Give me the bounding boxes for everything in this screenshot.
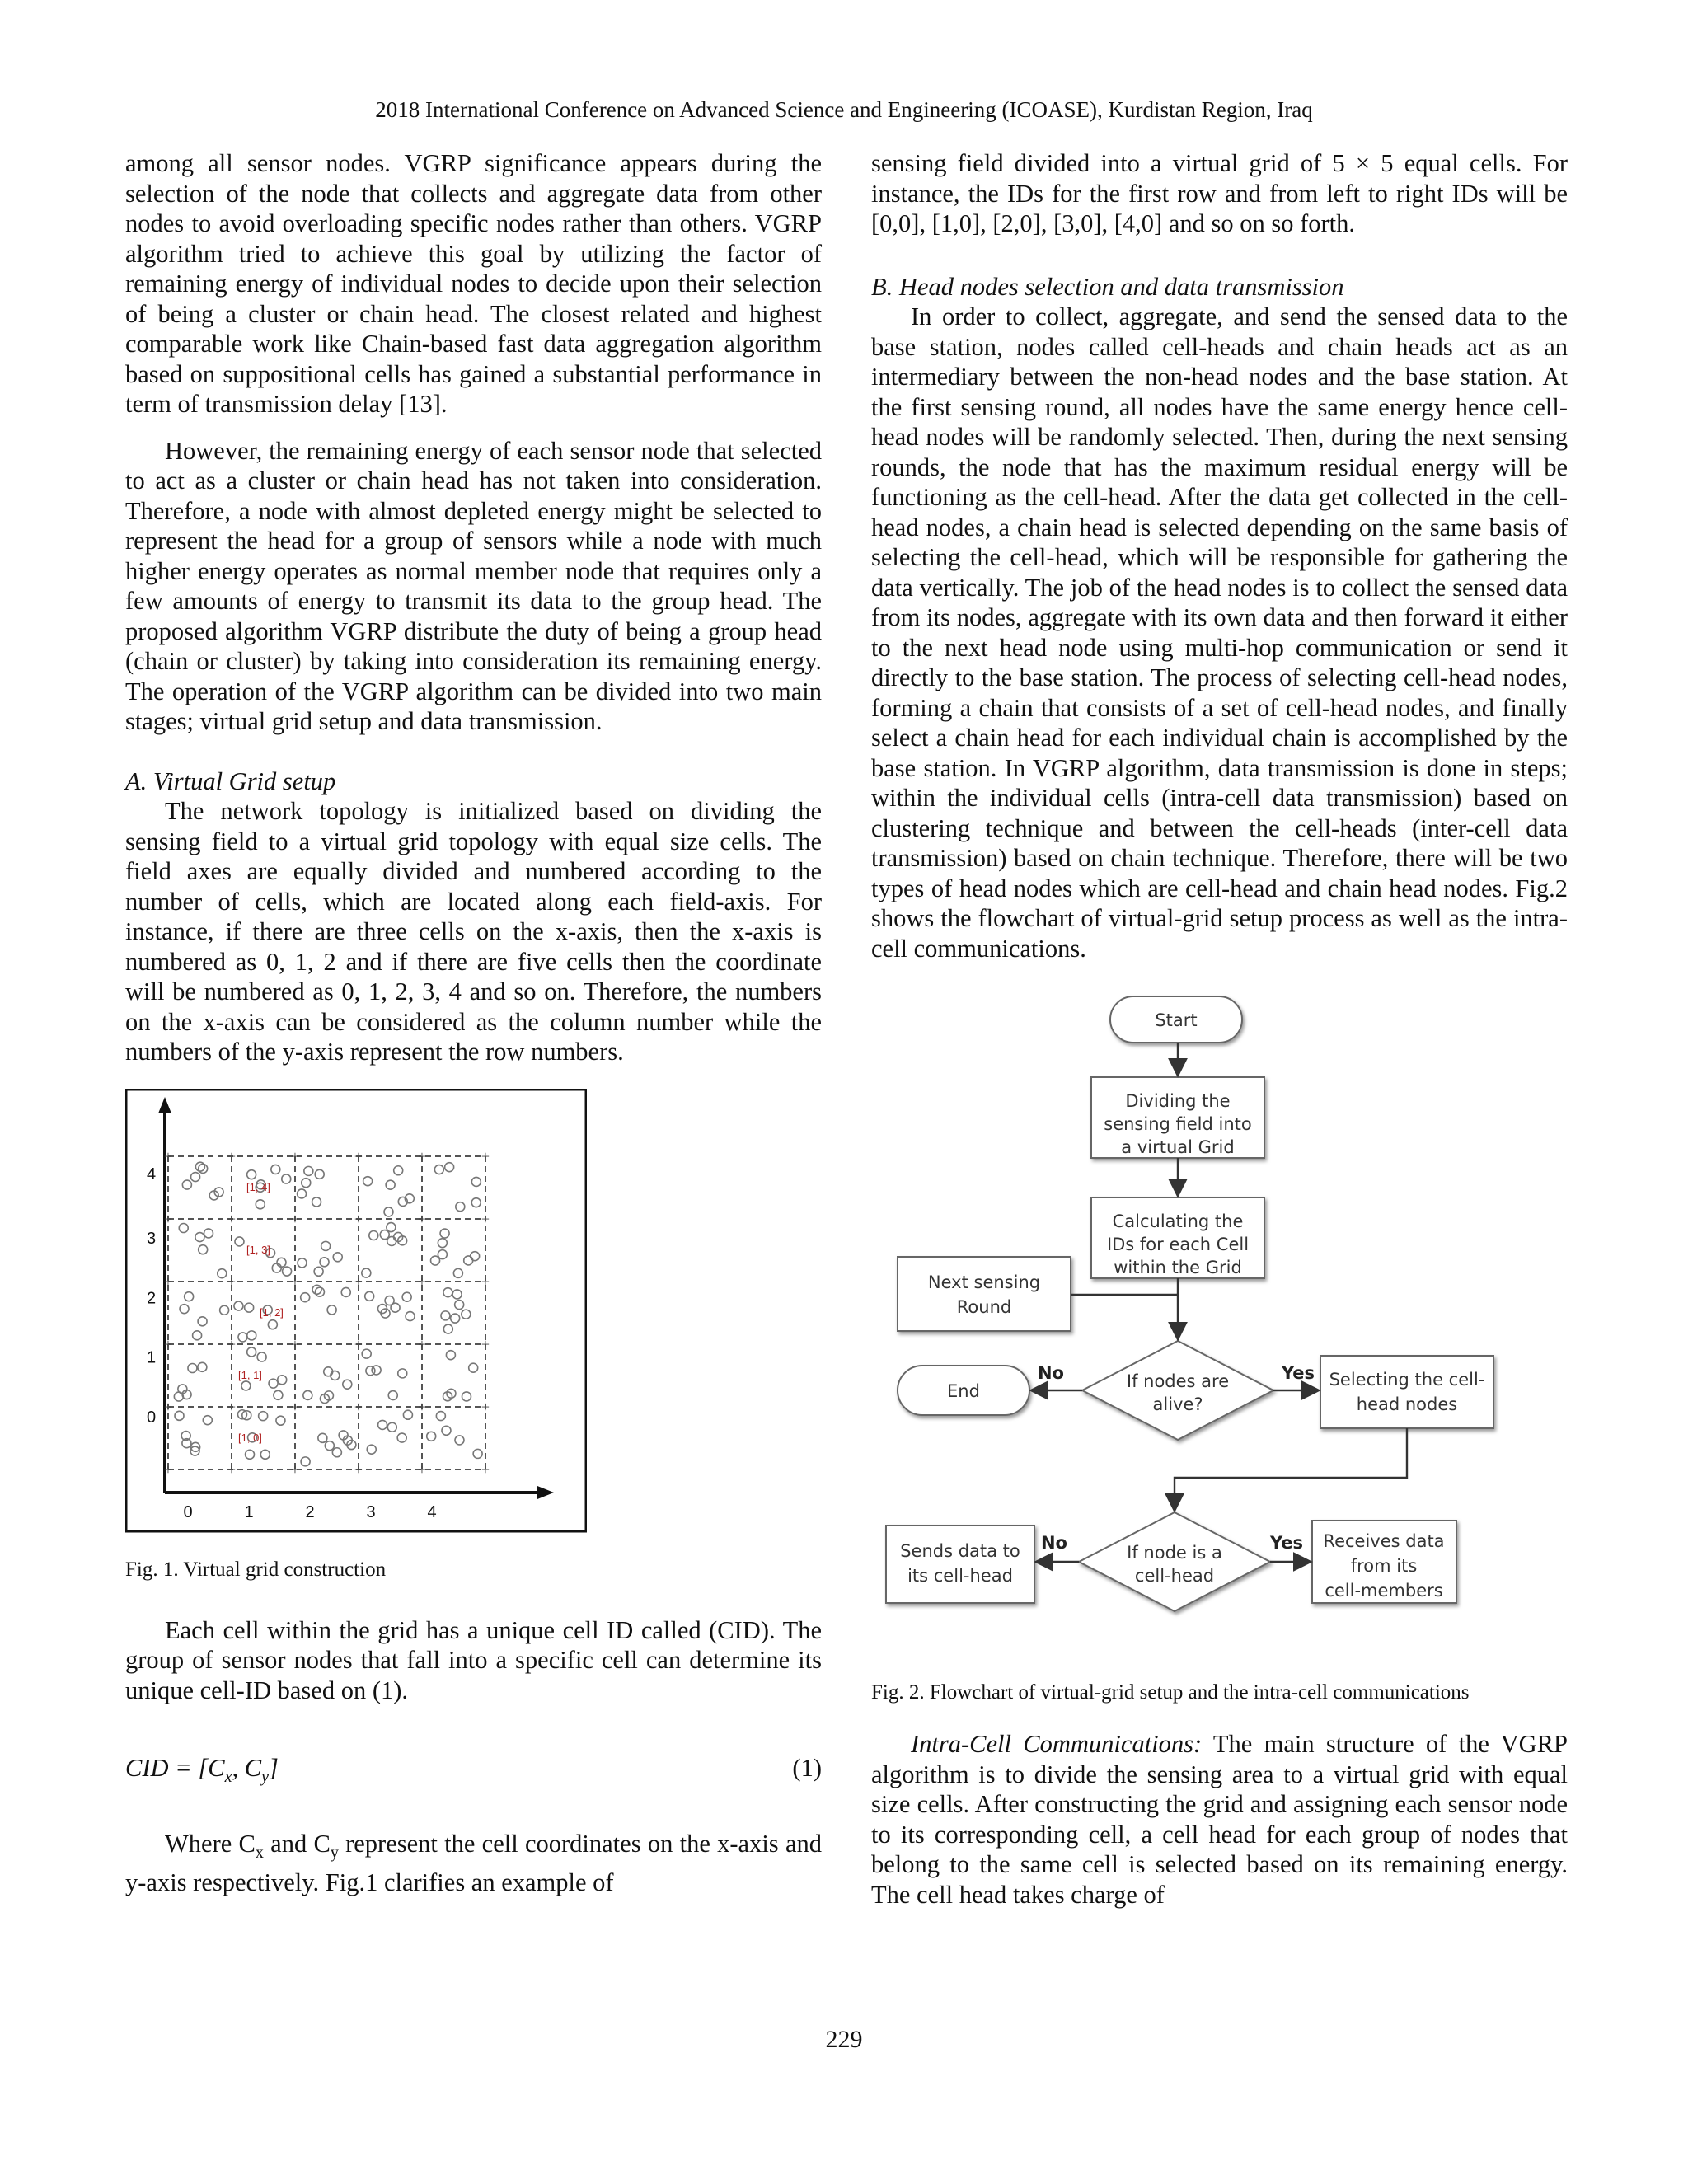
grid-intersection-marker: + <box>163 1147 173 1165</box>
virtual-grid-figure <box>125 1089 587 1534</box>
y-tick-label: 1 <box>147 1348 157 1367</box>
svg-text:Selecting the cell-: Selecting the cell- <box>1329 1370 1485 1390</box>
grid-intersection-marker: + <box>481 1210 490 1227</box>
grid-intersection-marker: + <box>481 1460 490 1478</box>
grid-intersection-marker: + <box>481 1272 490 1290</box>
svg-text:If nodes are: If nodes are <box>1126 1371 1230 1391</box>
grid-intersection-marker: + <box>417 1272 427 1290</box>
figure-1 <box>125 1089 822 1541</box>
grid-intersection-marker: + <box>163 1335 173 1352</box>
paragraph: among all sensor nodes. VGRP significance appears during the selection of the node that collects and aggregate data from other nodes to avoid overloading specific nodes rather than others. VGRP algorithm tried to achieve this goal by utilizing the factor of remaining energy of individual nodes to decide upon their selection of being a cluster or chain head. The closest related and highest comparable work like Chain-based fast data aggregation algorithm based on suppositional cells has gained a substantial performance in term of transmission delay [13]. <box>125 149 822 418</box>
paragraph: sensing field divided into a virtual grid of 5 × 5 equal cells. For instance, the IDs for the first row and from left to right IDs will be [0,0], [1,0], [2,0], [3,0], [4,0] and so on so forth. <box>871 149 1568 237</box>
svg-text:If node is a: If node is a <box>1127 1543 1222 1563</box>
grid-intersection-marker: + <box>227 1460 237 1478</box>
svg-text:Receives data: Receives data <box>1323 1531 1445 1551</box>
next-round-node <box>898 1257 1071 1331</box>
grid-intersection-marker: + <box>163 1210 173 1227</box>
x-tick-label: 0 <box>183 1502 193 1521</box>
grid-intersection-marker: + <box>290 1210 300 1227</box>
grid-intersection-marker: + <box>417 1398 427 1415</box>
grid-intersection-marker: + <box>354 1460 363 1478</box>
x-tick-label: 4 <box>427 1502 437 1521</box>
cell-id-label: [1, 3] <box>246 1243 270 1256</box>
svg-text:alive?: alive? <box>1152 1394 1203 1414</box>
paragraph: Intra-Cell Communications: The main structure of the VGRP algorithm is to divide the sensing area to a virtual grid with equal size cells. After constructing the grid and assigning each sensor node to its corresponding cell, a cell head for each group of nodes that belong to the same cell is selected based on its remaining energy. The cell head takes charge of <box>871 1730 1568 1909</box>
y-tick-label: 3 <box>147 1229 157 1248</box>
grid-intersection-marker: + <box>163 1272 173 1290</box>
grid-intersection-marker: + <box>290 1335 300 1352</box>
paragraph: However, the remaining energy of each sensor node that selected to act as a cluster or chain head has not taken into consideration. Therefore, a node with almost depleted energy might be selected to represent the head for a group of sensors while a node with much higher energy operates as normal member node that requires only a few amounts of energy to transmit its data to the group head. The proposed algorithm VGRP distribute the duty of being a group head (chain or cluster) by taking into consideration its remaining energy. The operation of the VGRP algorithm can be divided into two main stages; virtual grid setup and data transmission. <box>125 436 822 735</box>
svg-text:Next sensing: Next sensing <box>927 1272 1041 1292</box>
svg-text:Yes: Yes <box>1281 1363 1315 1383</box>
svg-text:cell-members: cell-members <box>1325 1581 1443 1601</box>
paragraph: The network topology is initialized based on dividing the sensing field to a virtual grid topology with equal size cells. The field axes are equally divided and numbered according to the number of cells, which are located along each field-axis. For instance, if there are three cells on the x-axis, then the x-axis is numbered as 0, 1, 2 and if there are five cells then the coordinate will be numbered as 0, 1, 2, 3, 4 and so on. Therefore, the numbers on the x-axis can be considered as the column number while the numbers of the y-axis represent the row numbers. <box>125 797 822 1066</box>
grid-intersection-marker: + <box>481 1147 490 1165</box>
section-heading-b: B. Head nodes selection and data transmission <box>871 272 1344 301</box>
grid-intersection-marker: + <box>354 1210 363 1227</box>
grid-intersection-marker: + <box>227 1335 237 1352</box>
grid-intersection-marker: + <box>290 1272 300 1290</box>
paragraph: Where $C_x$ and $C_y$ represent the cell coordinates on the x-axis and y-axis respectively. Fig.1 clarifies an example of <box>125 1829 822 1897</box>
grid-intersection-marker: + <box>481 1335 490 1352</box>
svg-text:Calculating the: Calculating the <box>1112 1212 1244 1231</box>
grid-intersection-marker: + <box>227 1147 237 1165</box>
svg-text:Yes: Yes <box>1269 1533 1304 1553</box>
figure-2 <box>871 993 1568 1660</box>
cell-id-label: [1, 4] <box>246 1180 270 1193</box>
grid-intersection-marker: + <box>354 1147 363 1165</box>
paragraph: In order to collect, aggregate, and send the sensed data to the base station, nodes called cell-heads and chain heads act as an intermediary between the non-head nodes and the base station. At the first sensing round, all nodes have the same energy hence cell-head nodes will be randomly selected. Then, during the next sensing rounds, the node that has the maximum residual energy will be functioning as the cell-head. After the data get collected in the cell-head nodes, a chain head is selected depending on the same basis of selecting the cell-head, which will be responsible for gathering the data vertically. The job of the head nodes is to collect the sensed data from its nodes, aggregate with its own data and then forward it either to the next head node using multi-hop communication or send it directly to the base station. The process of selecting cell-head nodes, forming a chain that consists of a set of cell-head nodes, and finally select a chain head for each individual chain is accomplished by the base station. In VGRP algorithm, data transmission is done in steps; within the individual cells (intra-cell data transmission) based on clustering technique and between the cell-heads (inter-cell data transmission) based on chain technique. Therefore, there will be two types of head nodes which are cell-head and chain head nodes. Fig.2 shows the flowchart of virtual-grid setup process as well as the intra-cell communications. <box>871 302 1568 963</box>
conference-header: 2018 International Conference on Advanced Science and Engineering (ICOASE), Kurdistan Region, Iraq <box>375 97 1313 122</box>
x-tick-label: 1 <box>244 1502 254 1521</box>
grid-intersection-marker: + <box>417 1210 427 1227</box>
select-node <box>1320 1356 1493 1428</box>
equation-1 <box>125 1753 822 1793</box>
svg-text:Round: Round <box>956 1297 1012 1317</box>
svg-text:from its: from its <box>1350 1556 1418 1576</box>
grid-intersection-marker: + <box>481 1398 490 1415</box>
cell-id-label: [1, 2] <box>260 1305 284 1319</box>
x-tick-label: 3 <box>366 1502 376 1521</box>
grid-intersection-marker: + <box>290 1147 300 1165</box>
svg-text:sensing field into: sensing field into <box>1104 1114 1252 1134</box>
svg-text:Dividing the: Dividing the <box>1125 1091 1231 1111</box>
cell-id-label: [1, 0] <box>238 1431 262 1444</box>
grid-intersection-marker: + <box>417 1460 427 1478</box>
grid-intersection-marker: + <box>290 1460 300 1478</box>
figure-2-caption: Fig. 2. Flowchart of virtual-grid setup and the intra-cell communications <box>871 1680 1470 1704</box>
equation-body: CID = [$C_x$, $C_y$] <box>125 1754 279 1787</box>
y-tick-label: 2 <box>147 1288 157 1307</box>
grid-intersection-marker: + <box>417 1335 427 1352</box>
svg-text:No: No <box>1040 1533 1068 1553</box>
svg-text:cell-head: cell-head <box>1134 1566 1215 1586</box>
right-column <box>871 148 1568 1910</box>
svg-text:a virtual Grid: a virtual Grid <box>1121 1137 1235 1157</box>
grid-intersection-marker: + <box>227 1210 237 1227</box>
start-label: Start <box>1155 1010 1198 1030</box>
x-tick-label: 2 <box>305 1502 315 1521</box>
sends-node <box>886 1526 1034 1603</box>
grid-intersection-marker: + <box>354 1398 363 1415</box>
page-number: 229 <box>825 2026 863 2053</box>
svg-text:within the Grid: within the Grid <box>1114 1258 1242 1277</box>
equation-number: (1) <box>792 1754 822 1782</box>
svg-text:IDs for each Cell: IDs for each Cell <box>1106 1235 1250 1254</box>
svg-text:End: End <box>947 1381 980 1401</box>
svg-text:its cell-head: its cell-head <box>907 1566 1013 1586</box>
grid-intersection-marker: + <box>163 1398 173 1415</box>
grid-intersection-marker: + <box>227 1272 237 1290</box>
section-heading-a: A. Virtual Grid setup <box>125 766 336 795</box>
grid-intersection-marker: + <box>163 1460 173 1478</box>
grid-intersection-marker: + <box>227 1398 237 1415</box>
flowchart-figure <box>871 993 1568 1652</box>
paragraph: Each cell within the grid has a unique cell ID called (CID). The group of sensor nodes that fall into a specific cell can determine its unique cell-ID based on (1). <box>125 1615 822 1704</box>
grid-intersection-marker: + <box>354 1272 363 1290</box>
y-tick-label: 0 <box>147 1408 157 1427</box>
grid-intersection-marker: + <box>290 1398 300 1415</box>
grid-intersection-marker: + <box>354 1335 363 1352</box>
svg-text:No: No <box>1037 1363 1065 1383</box>
svg-text:head nodes: head nodes <box>1356 1394 1458 1414</box>
y-tick-label: 4 <box>147 1165 157 1183</box>
left-column <box>125 148 822 1898</box>
figure-1-caption: Fig. 1. Virtual grid construction <box>125 1558 387 1581</box>
svg-text:Sends data to: Sends data to <box>900 1541 1020 1561</box>
cell-id-label: [1, 1] <box>238 1368 262 1381</box>
grid-intersection-marker: + <box>417 1147 427 1165</box>
